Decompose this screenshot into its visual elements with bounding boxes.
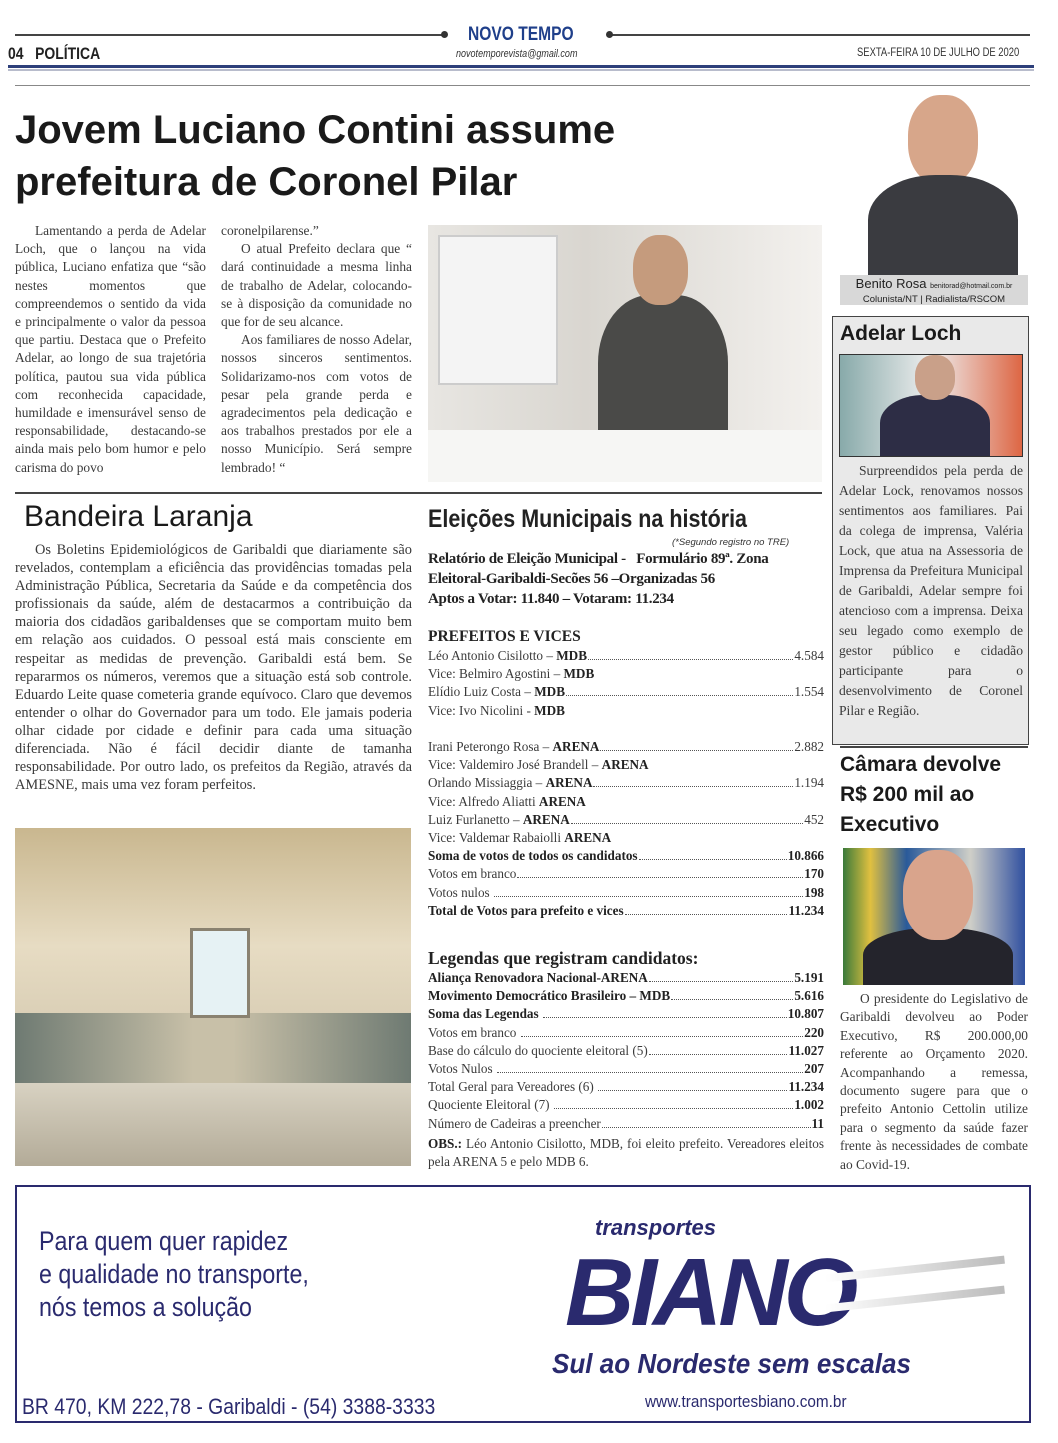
advertisement-transportes-biano[interactable]: [15, 1185, 1031, 1423]
result-row: [428, 1115, 824, 1133]
dot-leader: [639, 859, 787, 860]
party-name: MDB: [534, 702, 565, 718]
candidates-group-mdb: [428, 647, 824, 720]
result-label: Vice: Alfredo Aliatti: [428, 793, 539, 809]
result-row: [428, 969, 824, 987]
result-row: [428, 702, 824, 720]
result-value: 1.194: [794, 775, 824, 791]
result-label: Vice: Belmiro Agostini –: [428, 666, 564, 682]
party-name: MDB: [534, 684, 566, 700]
report-line-3: Aptos a Votar: 11.840 – Votaram: 11.234: [428, 591, 674, 607]
party-name: MDB: [563, 666, 595, 682]
result-label: Vice: Ivo Nicolini -: [428, 702, 535, 718]
ad-tagline: Sul ao Nordeste sem escalas: [552, 1348, 911, 1379]
result-row: [428, 1078, 824, 1096]
columnist-role: Colunista/NT | Radialista/RSCOM: [862, 294, 1006, 305]
ad-address: BR 470, KM 222,78 - Garibaldi - (54) 3388-3333: [22, 1394, 436, 1419]
result-label: Total de Votos para prefeito e vices: [428, 902, 624, 918]
result-label: Votos em branco: [428, 1024, 520, 1040]
lead-column-2: coronelpilarense.” O atual Prefeito declara que “ dará continuidade a mesma linha de trabalho de Adelar, colocando-se à disposição da comunidade no que for de seu alcance. Aos familiares de nosso Adelar, nossos sinceros sentimentos. Solidarizamo-nos com votos de pesar pela grande perda e agradecimentos pela dedicação e aos trabalhos prestados por ele a nosso Município. Será sempre lembrado! “: [221, 223, 412, 475]
header-email: novotemporevista@gmail.com: [456, 48, 578, 60]
dot-leader: [588, 659, 793, 660]
party-name: ARENA: [564, 830, 612, 846]
dot-leader: [598, 1090, 787, 1091]
result-row: [428, 987, 824, 1005]
result-row: [428, 1024, 824, 1042]
result-value: 10.807: [787, 1006, 824, 1022]
columnist-caption: [840, 275, 1028, 305]
dot-leader: [649, 981, 794, 982]
result-value: 11.234: [788, 902, 824, 918]
result-label: Votos nulos: [428, 884, 493, 900]
dot-leader: [649, 1054, 788, 1055]
dot-leader: [625, 914, 788, 915]
result-value: 452: [804, 811, 824, 827]
prefeitos-title: PREFEITOS E VICES: [428, 628, 581, 645]
divider: [15, 492, 822, 494]
result-value: 11.234: [788, 1079, 824, 1095]
result-value: 10.866: [787, 848, 824, 864]
header-date: SEXTA-FEIRA 10 DE JULHO DE 2020: [857, 47, 1020, 59]
result-label: Votos Nulos: [428, 1061, 496, 1077]
elections-note: (*Segundo registro no TRE): [672, 537, 790, 548]
result-value: 207: [804, 1061, 824, 1077]
dot-leader: [671, 999, 793, 1000]
result-value: 5.191: [794, 970, 824, 985]
camara-title-1: Câmara devolve: [840, 753, 1002, 776]
header-rule-right: [610, 34, 1030, 36]
legendas-group: [428, 969, 824, 1133]
report-line-1: Relatório de Eleição Municipal - Formulário 89ª. Zona: [428, 551, 769, 567]
camara-title-2: R$ 200 mil ao: [840, 783, 975, 806]
result-row: [428, 811, 824, 829]
result-label: Vice: Valdemar Rabaiolli: [428, 830, 565, 846]
photo-adelar-loch: [839, 354, 1023, 457]
elections-obs: OBS.: Léo Antonio Cisilotto, MDB, foi eleito prefeito. Vereadores eleitos pela ARENA 5 e pelo MDB 6.: [428, 1136, 824, 1170]
result-label: Base do cálculo do quociente eleitoral (5): [428, 1042, 648, 1058]
result-row: [428, 1060, 824, 1078]
header-rule-left: [15, 34, 445, 36]
result-row: [428, 683, 824, 701]
section-name: POLÍTICA: [35, 44, 101, 63]
party-name: ARENA: [545, 775, 593, 791]
dot-leader: [566, 695, 793, 696]
result-value: 2.882: [794, 739, 824, 754]
headline-line-2: prefeitura de Coronel Pilar: [15, 160, 518, 204]
columnist-email: benitorad@hotmail.com.br: [930, 283, 1013, 290]
result-row: [428, 774, 824, 792]
masthead: NOVO TEMPO: [468, 24, 574, 45]
result-label: Vice: Valdemiro José Brandell –: [428, 757, 602, 773]
result-value: 1.002: [794, 1097, 824, 1113]
result-label: Elídio Luiz Costa –: [428, 684, 535, 700]
result-row: [428, 902, 824, 920]
result-label: Orlando Missiaggia –: [428, 775, 546, 791]
elections-title: Eleições Municipais na história: [428, 505, 748, 533]
result-value: 11.027: [788, 1042, 824, 1058]
legendas-title: Legendas que registram candidatos:: [428, 948, 699, 968]
result-row: [428, 665, 824, 683]
ad-brand-logo: BIANO: [565, 1239, 855, 1346]
result-value: 5.616: [794, 988, 824, 1004]
dot-leader: [543, 1017, 787, 1018]
result-value: 198: [804, 884, 824, 900]
bandeira-text: Os Boletins Epidemiológicos de Garibaldi que diariamente são revelados, contemplam a eficiência das providências tomadas pela Administração Pública, Secretaria da Saúde e da competência dos profissionais da saúde, além de destacarmos a contribuição da maioria dos cidadãos garibaldenses que se comportam muito bem em relação aos cuidados. O pessoal está mais consciente em respeitar as medidas de prevenção. Garibaldi está bem. Se repararmos os números, veremos que a situação está sob controle. Eduardo Leite quase cometeria grande equívoco. Claro que devemos entender o olhar do Governador para um todo. Ele jamais poderia olhar cidade por cidade e definir para cada uma situação diferenciada. Não é fácil decidir diante de tamanha responsabilidade. Por outro lado, os prefeitos da Região, através da AMESNE, mais uma vez foram perfeitos.: [15, 542, 412, 794]
ad-website[interactable]: www.transportesbiano.com.br: [645, 1392, 847, 1411]
result-label: Número de Cadeiras a preencher: [428, 1115, 601, 1131]
lead-column-1: Lamentando a perda de Adelar Loch, que o lançou na vida pública, Luciano enfatiza que “são nestes momentos que compreendemos o sentido da vida e principalmente o valor da pessoa que partiu. Destaca que o Prefeito Adelar, ao longo de sua trajetória política, pautou sua vida pública com reconhecida capacidade, humildade e imensurável senso de responsabilidade, destacando-se ainda mais pelo bom humor e pelo carisma do povo: [15, 223, 206, 475]
result-label: Aliança Renovadora Nacional-ARENA: [428, 970, 648, 985]
result-value: 170: [804, 866, 824, 882]
bandeira-title: Bandeira Laranja: [24, 500, 253, 533]
result-row: [428, 793, 824, 811]
camara-title-3: Executivo: [840, 813, 940, 836]
result-row: [428, 1005, 824, 1023]
report-line-2: Eleitoral-Garibaldi-Secões 56 –Organizadas 56: [428, 571, 715, 587]
result-row: [428, 1042, 824, 1060]
party-name: ARENA: [601, 757, 649, 773]
result-label: Votos em branco: [428, 866, 517, 882]
result-row: [428, 738, 824, 756]
result-label: Soma das Legendas: [428, 1006, 542, 1022]
columnist-name: Benito Rosa: [855, 276, 927, 291]
result-value: 4.584: [794, 648, 824, 663]
photo-hospital-corridor: [15, 828, 411, 1166]
header-rule-blue: [8, 65, 1034, 68]
result-row: [428, 884, 824, 902]
result-row: [428, 865, 824, 883]
page-number: 04: [8, 44, 24, 63]
photo-legislative-president: [843, 848, 1025, 985]
ad-slogan-1: Para quem quer rapidez: [39, 1226, 289, 1256]
dot-leader: [602, 1127, 811, 1128]
result-label: Soma de votos de todos os candidatos: [428, 848, 638, 864]
result-value: 1.554: [794, 684, 824, 700]
dot-leader: [600, 750, 793, 751]
ad-slogan-2: e qualidade no transporte,: [39, 1259, 309, 1289]
adelar-loch-box: [832, 316, 1029, 745]
dot-leader: [554, 1108, 793, 1109]
result-value: 11: [811, 1115, 824, 1131]
divider: [840, 746, 1028, 748]
result-label: Movimento Democrático Brasileiro – MDB: [428, 988, 671, 1004]
result-label: Total Geral para Vereadores (6): [428, 1079, 598, 1095]
photo-luciano-contini: [428, 225, 822, 482]
ad-slogan-3: nós temos a solução: [39, 1292, 252, 1322]
dot-leader: [571, 823, 803, 824]
result-label: Luiz Furlanetto –: [428, 811, 523, 827]
result-row: [428, 647, 824, 665]
party-name: ARENA: [538, 793, 586, 809]
result-row: [428, 756, 824, 774]
bullet-icon: [606, 31, 613, 38]
adelar-title: Adelar Loch: [840, 322, 962, 345]
result-label: Quociente Eleitoral (7): [428, 1097, 553, 1113]
party-name: MDB: [556, 648, 587, 663]
adelar-text: Surpreendidos pela perda de Adelar Lock, renovamos nossos sentimentos aos familiares. Pai da colega de imprensa, Valéria Lock, que atua na Assessoria de Imprensa da Prefeitura Municipal de Garibaldi, Adelar sempre foi atencioso com a imprensa. Deixa seu legado como exemplo de gestor público e cidadão participante para o desenvolvimento de Coronel Pilar e Região.: [839, 463, 1023, 718]
headline-line-1: Jovem Luciano Contini assume: [15, 108, 616, 152]
dot-leader: [521, 1036, 804, 1037]
bullet-icon: [441, 31, 448, 38]
header-rule-grey: [8, 69, 1034, 71]
result-label: Léo Antonio Cisilotto –: [428, 648, 557, 663]
result-label: Irani Peterongo Rosa –: [428, 739, 553, 754]
camara-text: O presidente do Legislativo de Garibaldi devolveu ao Poder Executivo, R$ 200.000,00 referente ao Orçamento 2020. Acompanhando a remessa, documento sugere para que o prefeito Antonio Cettolin utilize para o segmento da saúde fazer frente às necessidades de combate ao Covid-19.: [840, 991, 1028, 1172]
columnist-photo: [868, 90, 1018, 275]
result-value: 220: [804, 1024, 824, 1040]
party-name: ARENA: [522, 811, 570, 827]
dot-leader: [497, 1072, 803, 1073]
divider: [15, 85, 1030, 86]
dot-leader: [593, 786, 793, 787]
dot-leader: [494, 896, 803, 897]
candidates-group-arena: [428, 738, 824, 920]
result-row: [428, 847, 824, 865]
result-row: [428, 829, 824, 847]
party-name: ARENA: [552, 739, 600, 754]
dot-leader: [517, 877, 803, 878]
result-row: [428, 1096, 824, 1114]
ad-brand-top: transportes: [595, 1215, 717, 1240]
